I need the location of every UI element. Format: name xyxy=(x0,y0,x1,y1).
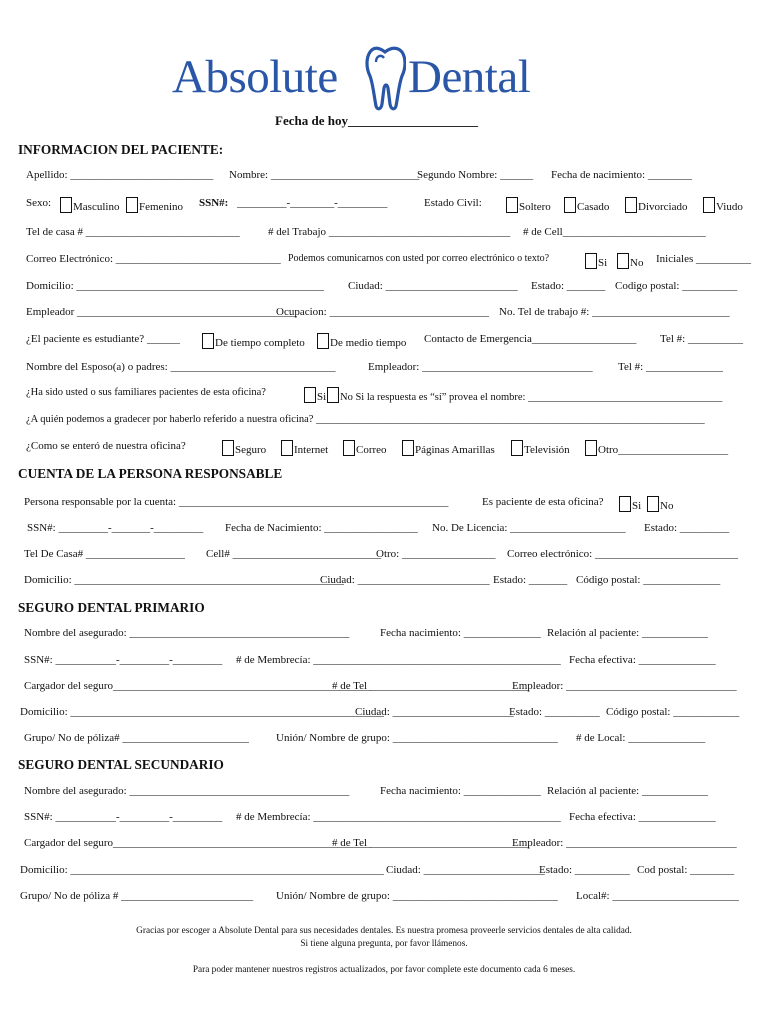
responsible-ssn-field[interactable]: SSN#: _________-_______-_________ xyxy=(27,522,204,534)
tooth-icon xyxy=(364,44,406,112)
single-option[interactable]: Soltero xyxy=(506,197,551,213)
responsible-no-checkbox[interactable] xyxy=(647,496,659,512)
state-field[interactable]: Estado: _______ xyxy=(531,280,606,292)
spouse-name-field[interactable]: Nombre del Esposo(a) o padres: ______________________________ xyxy=(26,361,336,373)
full-time-option[interactable]: De tiempo completo xyxy=(202,333,305,349)
secondary-policy-field[interactable]: Grupo/ No de póliza # ________________________ xyxy=(20,890,254,902)
initials-field[interactable]: Iniciales __________ xyxy=(656,253,752,265)
date-field[interactable]: Fecha de hoy____________________ xyxy=(275,113,478,128)
responsible-yes-option[interactable]: Si xyxy=(619,496,641,512)
primary-insured-birth-field[interactable]: Fecha nacimiento: ______________ xyxy=(380,627,541,639)
single-checkbox[interactable] xyxy=(506,197,518,213)
section-title-primary-insurance: SEGURO DENTAL PRIMARIO xyxy=(18,600,205,615)
student-field[interactable]: ¿El paciente es estudiante? ______ xyxy=(26,333,180,345)
responsible-home-phone-field[interactable]: Tel De Casa# __________________ xyxy=(24,548,185,560)
secondary-local-field[interactable]: Local#: _______________________ xyxy=(576,890,739,902)
middle-name-field[interactable]: Segundo Nombre: ______ xyxy=(417,169,534,181)
responsible-other-phone-field[interactable]: Otro: _________________ xyxy=(376,548,496,560)
insurance-source-checkbox[interactable] xyxy=(222,440,234,456)
primary-relationship-field[interactable]: Relación al paciente: ____________ xyxy=(547,627,708,639)
footer-questions-line: Si tiene alguna pregunta, por favor llámenos. xyxy=(300,939,468,949)
previous-yes-option[interactable]: Si xyxy=(304,387,326,403)
responsible-patient-question: Es paciente de esta oficina? xyxy=(482,496,604,508)
primary-insured-name-field[interactable]: Nombre del asegurado: ________________________________________ xyxy=(24,627,350,639)
work-tel-field[interactable]: No. Tel de trabajo #: _________________________ xyxy=(499,306,730,318)
primary-carrier-tel-field[interactable]: # de Tel _____________________________ xyxy=(332,680,530,692)
cell-phone-field[interactable]: # de Cell__________________________ xyxy=(523,226,706,238)
consent-yes-checkbox[interactable] xyxy=(585,253,597,269)
responsible-city-field[interactable]: Ciudad: ________________________ xyxy=(320,574,490,586)
emergency-tel-field[interactable]: Tel #: __________ xyxy=(660,333,743,345)
contact-consent-question: Podemos comunicarnos con usted por correo electrónico o texto? xyxy=(288,253,550,264)
logo-word-dental: Dental xyxy=(408,51,531,103)
female-option[interactable]: Femenino xyxy=(126,197,183,213)
secondary-effective-date-field[interactable]: Fecha efectiva: ______________ xyxy=(569,811,716,823)
secondary-zip-field[interactable]: Cod postal: ________ xyxy=(637,864,735,876)
consent-no-checkbox[interactable] xyxy=(617,253,629,269)
married-option[interactable]: Casado xyxy=(564,197,609,213)
secondary-city-field[interactable]: Ciudad: ______________________ xyxy=(386,864,545,876)
divorced-checkbox[interactable] xyxy=(625,197,637,213)
primary-local-field[interactable]: # de Local: ______________ xyxy=(576,732,706,744)
ssn-field[interactable]: _________-________-_________ xyxy=(237,197,388,209)
yellow-pages-source-checkbox[interactable] xyxy=(402,440,414,456)
primary-effective-date-field[interactable]: Fecha efectiva: ______________ xyxy=(569,654,716,666)
part-time-option[interactable]: De medio tiempo xyxy=(317,333,406,349)
full-time-checkbox[interactable] xyxy=(202,333,214,349)
previous-patient-question: ¿Ha sido usted o sus familiares pacientes de esta oficina? xyxy=(26,387,266,398)
internet-source-option[interactable]: Internet xyxy=(281,440,328,456)
secondary-membership-field[interactable]: # de Membrecía: _____________________________________________ xyxy=(236,811,561,823)
footer-update-note: Para poder mantener nuestros registros actualizados, por favor complete este documento cada 6 meses. xyxy=(192,965,576,975)
previous-no-option[interactable]: No Si la respuesta es “sí” provea el nombre: _____________________________________ xyxy=(327,387,722,403)
responsible-state-field[interactable]: Estado: _______ xyxy=(493,574,568,586)
part-time-checkbox[interactable] xyxy=(317,333,329,349)
sex-label: Sexo: xyxy=(26,197,52,209)
mail-source-checkbox[interactable] xyxy=(343,440,355,456)
responsible-birth-date-field[interactable]: Fecha de Nacimiento: _________________ xyxy=(225,522,418,534)
divorced-option[interactable]: Divorciado xyxy=(625,197,687,213)
section-title-patient: INFORMACION DEL PACIENTE: xyxy=(18,142,224,157)
section-title-secondary-insurance: SEGURO DENTAL SECUNDARIO xyxy=(18,757,224,772)
male-option[interactable]: Masculino xyxy=(60,197,119,213)
ssn-label: SSN#: xyxy=(199,197,229,209)
secondary-relationship-field[interactable]: Relación al paciente: ____________ xyxy=(547,785,708,797)
other-source-checkbox[interactable] xyxy=(585,440,597,456)
last-name-field[interactable]: Apellido: __________________________ xyxy=(26,169,214,181)
secondary-carrier-field[interactable]: Cargador del seguro_______________________________________________ xyxy=(24,837,372,849)
secondary-insured-name-field[interactable]: Nombre del asegurado: ________________________________________ xyxy=(24,785,350,797)
responsible-address-field[interactable]: Domicilio: _________________________________________________ xyxy=(24,574,344,586)
home-phone-field[interactable]: Tel de casa # ____________________________ xyxy=(26,226,240,238)
insurance-source-option[interactable]: Seguro xyxy=(222,440,266,456)
primary-zip-field[interactable]: Código postal: ____________ xyxy=(606,706,740,718)
primary-employer-field[interactable]: Empleador: _______________________________ xyxy=(512,680,737,692)
male-checkbox[interactable] xyxy=(60,197,72,213)
logo-word-absolute: Absolute xyxy=(172,51,338,103)
first-name-field[interactable]: Nombre: ___________________________ xyxy=(229,169,420,181)
tv-source-option[interactable]: Televisión xyxy=(511,440,570,456)
female-checkbox[interactable] xyxy=(126,197,138,213)
previous-no-checkbox[interactable] xyxy=(327,387,339,403)
secondary-group-name-field[interactable]: Unión/ Nombre de grupo: ______________________________ xyxy=(276,890,558,902)
primary-city-field[interactable]: Ciudad: ______________________ xyxy=(355,706,514,718)
address-field[interactable]: Domicilio: _____________________________________________ xyxy=(26,280,324,292)
responsible-zip-field[interactable]: Código postal: ______________ xyxy=(576,574,721,586)
occupation-field[interactable]: Ocupacion: _____________________________ xyxy=(276,306,489,318)
secondary-ssn-field[interactable]: SSN#: ___________-_________-_________ xyxy=(24,811,223,823)
primary-ssn-field[interactable]: SSN#: ___________-_________-_________ xyxy=(24,654,223,666)
city-field[interactable]: Ciudad: ________________________ xyxy=(348,280,518,292)
married-checkbox[interactable] xyxy=(564,197,576,213)
consent-yes-option[interactable]: Si xyxy=(585,253,607,269)
emergency-contact-field[interactable]: Contacto de Emergencia___________________ xyxy=(424,333,637,345)
civil-status-label: Estado Civil: xyxy=(424,197,482,209)
work-phone-field[interactable]: # del Trabajo _________________________________ xyxy=(268,226,511,238)
primary-carrier-field[interactable]: Cargador del seguro_______________________________________________ xyxy=(24,680,372,692)
spouse-employer-field[interactable]: Empleador: _______________________________ xyxy=(368,361,593,373)
footer-thanks-line: Gracias por escoger a Absolute Dental para sus necesidades dentales. Es nuestra promesa proveerle servicios dentales de alta calidad. xyxy=(136,926,632,936)
primary-policy-field[interactable]: Grupo/ No de póliza# _______________________ xyxy=(24,732,249,744)
responsible-name-field[interactable]: Persona responsable por la cuenta: _________________________________________________ xyxy=(24,496,449,508)
footer-thanks xyxy=(0,925,768,951)
responsible-no-option[interactable]: No xyxy=(647,496,673,512)
secondary-state-field[interactable]: Estado: __________ xyxy=(539,864,630,876)
other-source-option[interactable]: Otro____________________ xyxy=(585,440,728,456)
secondary-employer-field[interactable]: Empleador: _______________________________ xyxy=(512,837,737,849)
secondary-carrier-tel-field[interactable]: # de Tel _____________________________ xyxy=(332,837,530,849)
tv-source-checkbox[interactable] xyxy=(511,440,523,456)
license-state-field[interactable]: Estado: _________ xyxy=(644,522,730,534)
previous-yes-checkbox[interactable] xyxy=(304,387,316,403)
email-field[interactable]: Correo Electrónico: ______________________________ xyxy=(26,253,281,265)
spouse-tel-field[interactable]: Tel #: ______________ xyxy=(618,361,723,373)
widowed-checkbox[interactable] xyxy=(703,197,715,213)
how-found-question: ¿Como se enteró de nuestra oficina? xyxy=(26,440,186,452)
primary-address-field[interactable]: Domicilio: _________________________________________________________ xyxy=(20,706,384,718)
employer-field[interactable]: Empleador ________________________________________ xyxy=(26,306,298,318)
responsible-cell-field[interactable]: Cell# ___________________________ xyxy=(206,548,382,560)
birth-date-field[interactable]: Fecha de nacimiento: ________ xyxy=(551,169,692,181)
widowed-option[interactable]: Viudo xyxy=(703,197,743,213)
absolute-dental-logo xyxy=(168,44,568,116)
secondary-address-field[interactable]: Domicilio: _________________________________________________________ xyxy=(20,864,384,876)
section-title-responsible: CUENTA DE LA PERSONA RESPONSABLE xyxy=(18,466,283,481)
mail-source-option[interactable]: Correo xyxy=(343,440,387,456)
responsible-yes-checkbox[interactable] xyxy=(619,496,631,512)
internet-source-checkbox[interactable] xyxy=(281,440,293,456)
primary-state-field[interactable]: Estado: __________ xyxy=(509,706,600,718)
primary-group-name-field[interactable]: Unión/ Nombre de grupo: ______________________________ xyxy=(276,732,558,744)
primary-membership-field[interactable]: # de Membrecía: _____________________________________________ xyxy=(236,654,561,666)
license-number-field[interactable]: No. De Licencia: _____________________ xyxy=(432,522,626,534)
yellow-pages-source-option[interactable]: Páginas Amarillas xyxy=(402,440,495,456)
secondary-insured-birth-field[interactable]: Fecha nacimiento: ______________ xyxy=(380,785,541,797)
zip-field[interactable]: Codigo postal: __________ xyxy=(615,280,738,292)
referral-field[interactable]: ¿A quién podemos a gradecer por haberlo referido a nuestra oficina? __________________________________________________________________________ xyxy=(26,414,705,425)
responsible-email-field[interactable]: Correo electrónico: __________________________ xyxy=(507,548,738,560)
consent-no-option[interactable]: No xyxy=(617,253,643,269)
